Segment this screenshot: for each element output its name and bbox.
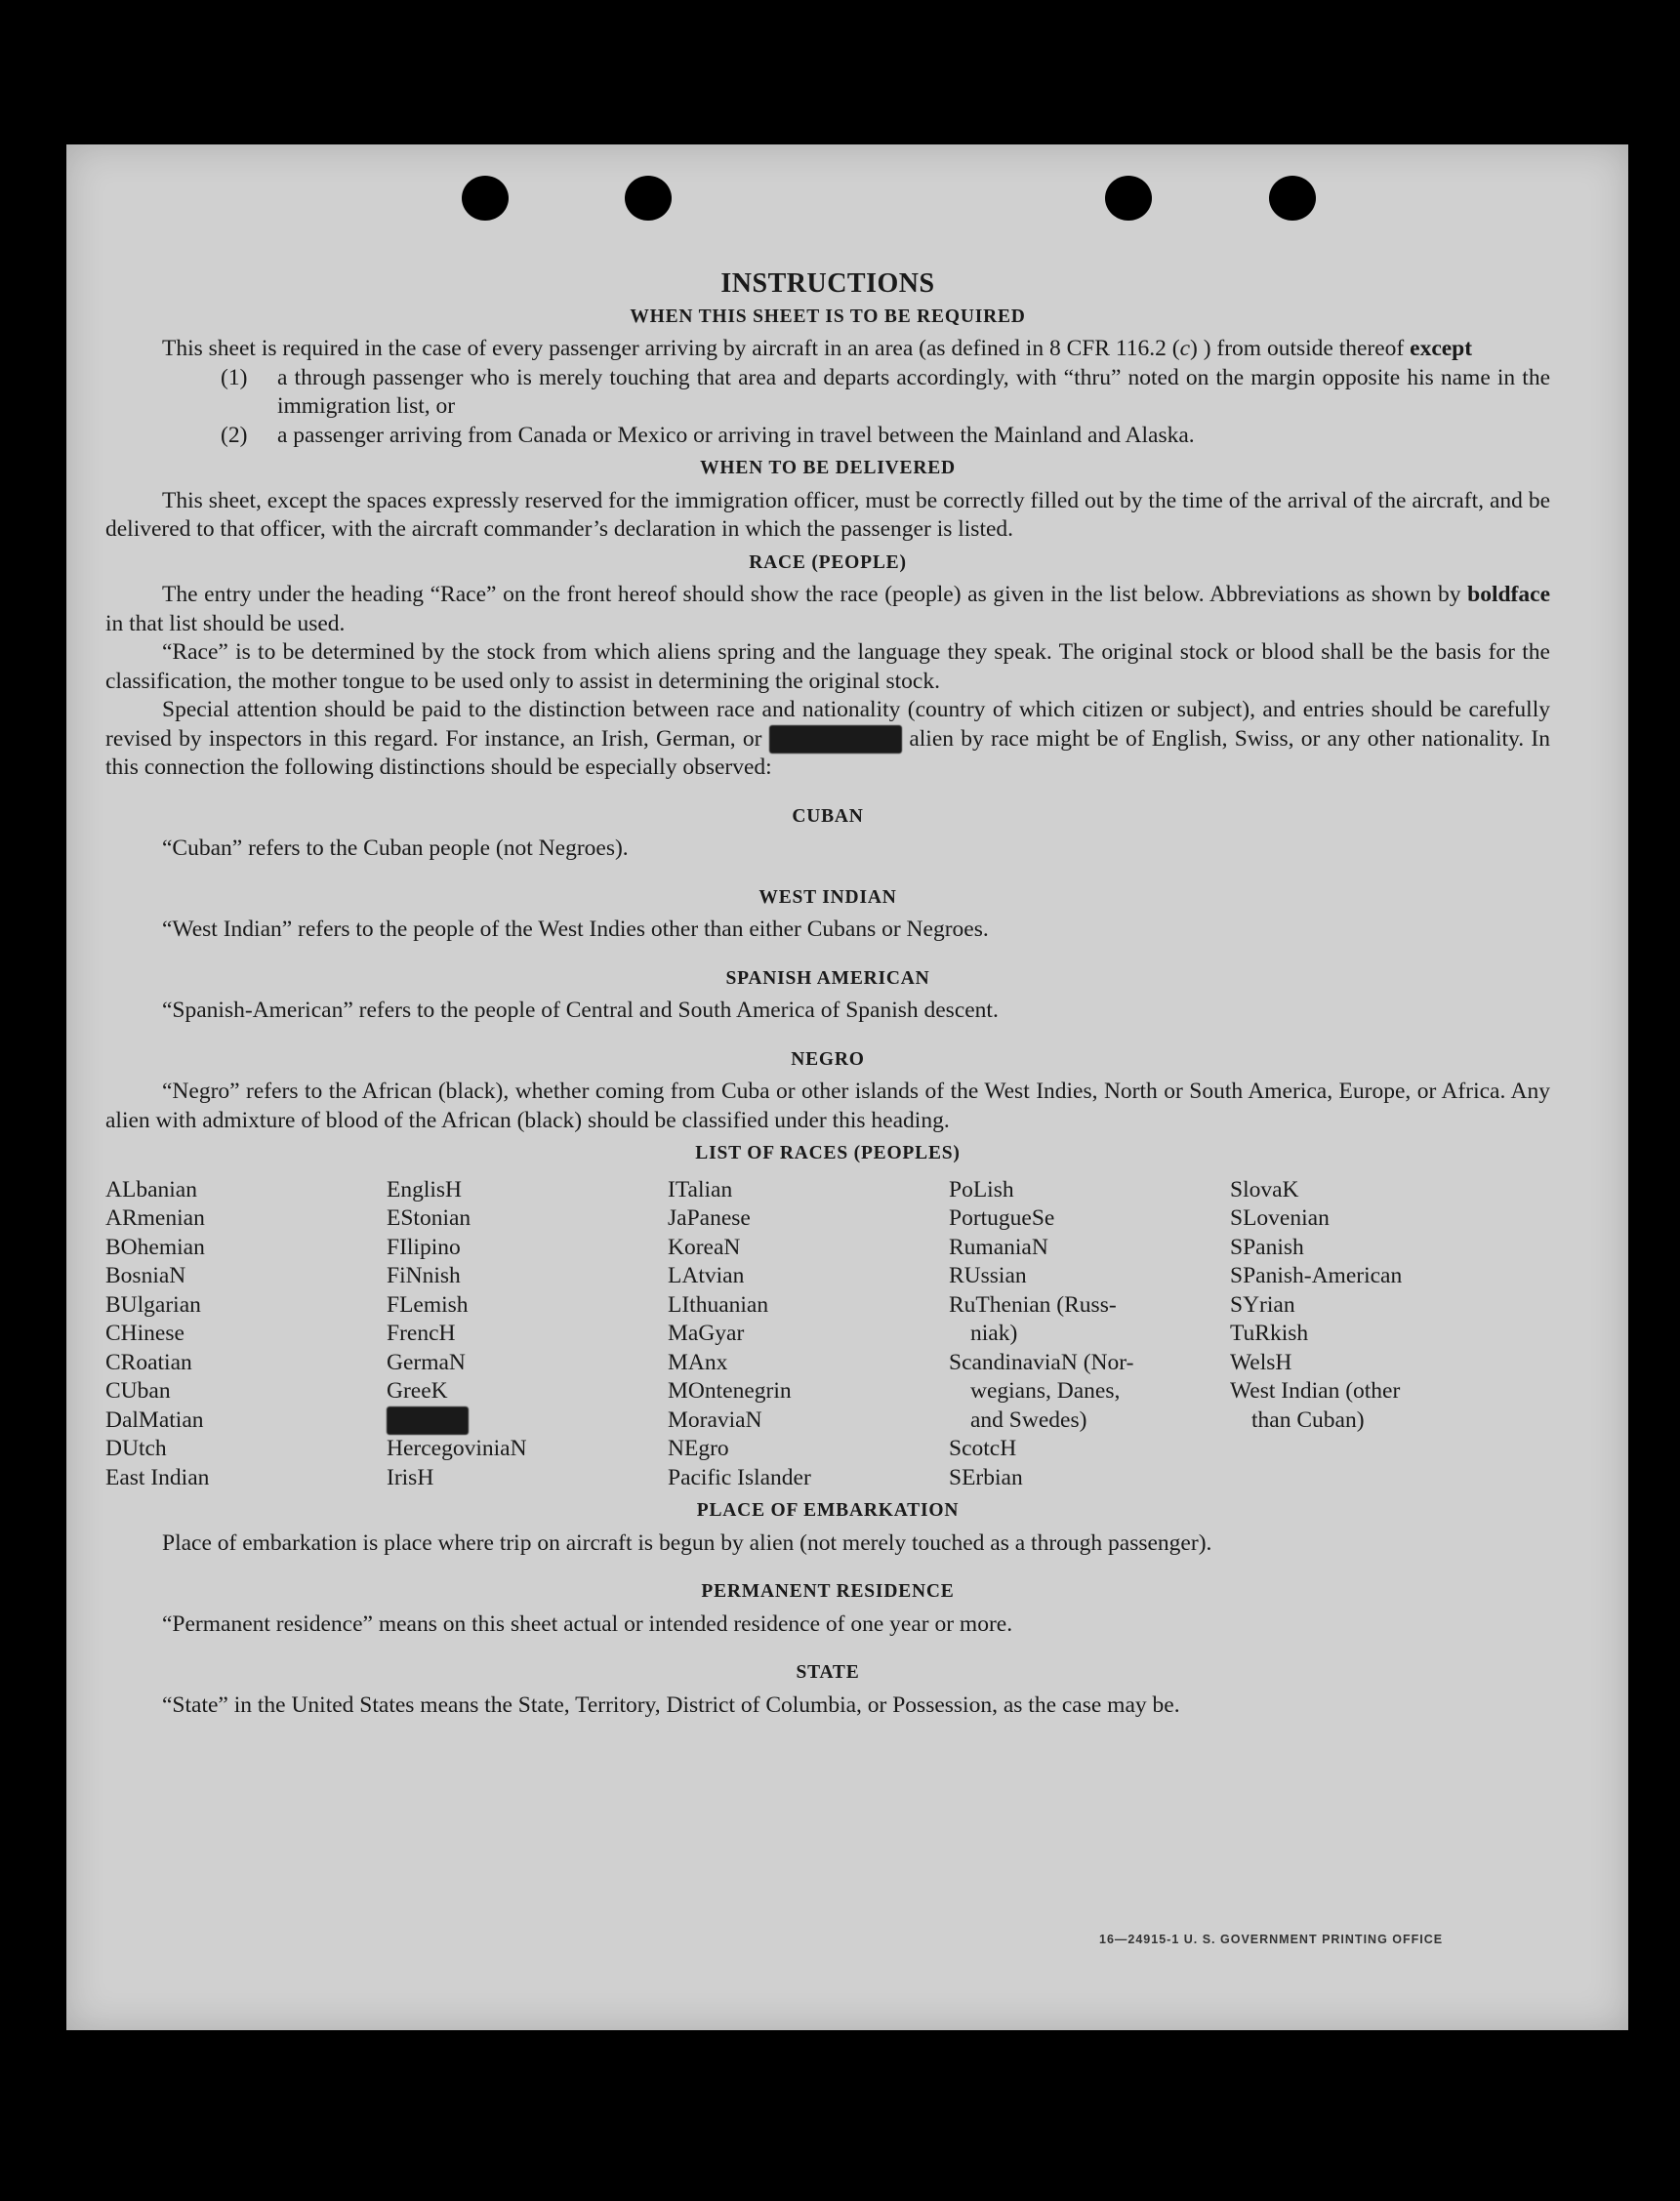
race-entry: FLemish bbox=[387, 1291, 469, 1318]
heading-race: RACE (PEOPLE) bbox=[749, 551, 907, 573]
race-entry: SErbian bbox=[949, 1464, 1023, 1490]
race-entry: TuRkish bbox=[1230, 1321, 1309, 1346]
race-entry: ITalian bbox=[668, 1176, 733, 1202]
redacted-race bbox=[387, 1406, 469, 1436]
race-entry: Pacific Islander bbox=[668, 1464, 811, 1490]
race-entry: GermaN bbox=[387, 1349, 466, 1375]
race-entry: ALbanian bbox=[105, 1176, 197, 1202]
heading-delivered: WHEN TO BE DELIVERED bbox=[700, 458, 956, 478]
race-entry: CUban bbox=[105, 1378, 171, 1404]
punch-hole-3 bbox=[1105, 176, 1152, 221]
west-indian-text: “West Indian” refers to the people of the West Indies other than either Cubans or Negroes. bbox=[162, 917, 989, 942]
race-entry: IrisH bbox=[387, 1464, 434, 1490]
race-p1-bold: boldface bbox=[1467, 582, 1550, 607]
race-entry: PoLish bbox=[949, 1176, 1014, 1202]
race-entry: RuThenian (Russ- bbox=[949, 1291, 1117, 1318]
race-entry: MAnx bbox=[668, 1349, 728, 1375]
race-p3-b: alien by race might be of English, Swiss, or any other nationality. In this connection the following distinctions should be especially observed: bbox=[105, 725, 1550, 780]
race-entry: PortugueSe bbox=[949, 1205, 1055, 1231]
race-entry: West Indian (other bbox=[1230, 1378, 1401, 1404]
race-entry: NEgro bbox=[668, 1436, 729, 1461]
race-entry: SlovaK bbox=[1230, 1176, 1299, 1202]
race-entry: East Indian bbox=[105, 1464, 210, 1490]
heading-spanish-american: SPANISH AMERICAN bbox=[725, 967, 930, 989]
race-entry: CHinese bbox=[105, 1321, 184, 1346]
race-entry: SYrian bbox=[1230, 1291, 1295, 1318]
race-entry: GreeK bbox=[387, 1378, 448, 1404]
race-entry: FrencH bbox=[387, 1321, 456, 1346]
race-entry: ScotcH bbox=[949, 1436, 1017, 1461]
state-text: “State” in the United States means the State, Territory, District of Columbia, or Possession, as the case may be. bbox=[162, 1692, 1180, 1718]
race-entry: EStonian bbox=[387, 1205, 471, 1231]
race-paragraph-1 bbox=[105, 581, 1550, 638]
cuban-text: “Cuban” refers to the Cuban people (not Negroes). bbox=[162, 836, 629, 861]
race-entry: FIlipino bbox=[387, 1234, 461, 1260]
printer-footer: 16—24915-1 U. S. GOVERNMENT PRINTING OFFICE bbox=[1099, 1933, 1444, 1946]
race-entry: WelsH bbox=[1230, 1349, 1292, 1375]
required-item-2 bbox=[221, 422, 1550, 451]
item-1-number: (1) bbox=[221, 364, 248, 390]
races-column-5 bbox=[1230, 1176, 1511, 1493]
redacted-word bbox=[769, 725, 902, 754]
page-title: INSTRUCTIONS bbox=[720, 268, 935, 299]
punch-hole-2 bbox=[625, 176, 672, 221]
race-entry-continued: niak) bbox=[970, 1321, 1018, 1346]
heading-west-indian: WEST INDIAN bbox=[758, 886, 897, 908]
races-column-1 bbox=[105, 1176, 387, 1493]
race-paragraph-3 bbox=[105, 696, 1550, 783]
race-p1-b: in that list should be used. bbox=[105, 610, 346, 636]
negro-text: “Negro” refers to the African (black), whether coming from Cuba or other islands of the West Indies, North or South America, Europe, or Africa. Any alien with admixture of blood of the African (black) should be classified under this heading. bbox=[105, 1079, 1550, 1133]
race-paragraph-2: “Race” is to be determined by the stock from which aliens spring and the language they speak. The original stock or blood shall be the basis for the classification, the mother tongue to be used only to assist in determining the original stock. bbox=[105, 639, 1550, 694]
race-entry: HercegoviniaN bbox=[387, 1436, 527, 1461]
race-entry: CRoatian bbox=[105, 1349, 192, 1375]
intro-text-a: This sheet is required in the case of every passenger arriving by aircraft in an area (as defined in 8 CFR 116.2 ( bbox=[162, 336, 1180, 361]
intro-text-c: c bbox=[1179, 336, 1190, 361]
races-column-4 bbox=[949, 1176, 1230, 1493]
race-entry: KoreaN bbox=[668, 1234, 741, 1260]
document-sheet bbox=[66, 144, 1628, 2030]
race-entry-continued: and Swedes) bbox=[970, 1406, 1087, 1433]
punch-hole-4 bbox=[1269, 176, 1316, 221]
race-entry-continued: than Cuban) bbox=[1251, 1406, 1365, 1433]
races-column-3 bbox=[668, 1176, 949, 1493]
intro-text-b: ) ) from outside thereof bbox=[1190, 336, 1411, 361]
race-entry: DalMatian bbox=[105, 1406, 204, 1433]
delivered-text: This sheet, except the spaces expressly reserved for the immigration officer, must be correctly filled out by the time of the arrival of the aircraft, and be delivered to that officer, with the aircraft commander’s declaration in which the passenger is listed. bbox=[105, 487, 1550, 542]
heading-embarkation: PLACE OF EMBARKATION bbox=[696, 1500, 960, 1521]
race-entry: MoraviaN bbox=[668, 1406, 762, 1433]
spanish-american-text: “Spanish-American” refers to the people of Central and South America of Spanish descent. bbox=[162, 998, 999, 1023]
race-entry: EnglisH bbox=[387, 1176, 463, 1202]
race-entry: BUlgarian bbox=[105, 1291, 201, 1318]
race-p3-a: Special attention should be paid to the distinction between race and nationality (country of which citizen or subject), and entries should be carefully revised by inspectors in this regard. For instance, an Irish, German, or bbox=[105, 697, 1550, 752]
punch-hole-1 bbox=[462, 176, 509, 221]
race-entry: LIthuanian bbox=[668, 1291, 769, 1318]
race-entry: SPanish-American bbox=[1230, 1263, 1403, 1288]
race-entry: SLovenian bbox=[1230, 1205, 1330, 1231]
races-column-2 bbox=[387, 1176, 668, 1493]
races-list bbox=[105, 1176, 1550, 1493]
intro-except: except bbox=[1410, 336, 1473, 361]
heading-state: STATE bbox=[796, 1662, 860, 1683]
heading-list-of-races: LIST OF RACES (PEOPLES) bbox=[695, 1143, 961, 1163]
race-entry-redacted bbox=[387, 1406, 668, 1436]
race-entry: ARmenian bbox=[105, 1205, 205, 1231]
heading-cuban: CUBAN bbox=[792, 805, 864, 827]
race-p1-a: The entry under the heading “Race” on the front hereof should show the race (people) as given in the list below. Abbreviations as shown by bbox=[162, 582, 1468, 607]
item-1-text: a through passenger who is merely touching that area and departs accordingly, with “thru” noted on the margin opposite his name in the immigration list, or bbox=[277, 364, 1550, 419]
item-2-number: (2) bbox=[221, 422, 248, 448]
race-entry: RUssian bbox=[949, 1263, 1027, 1288]
embarkation-text: Place of embarkation is place where trip on aircraft is begun by alien (not merely touched as a through passenger). bbox=[162, 1529, 1212, 1556]
required-intro bbox=[105, 335, 1550, 364]
race-entry: BosniaN bbox=[105, 1263, 186, 1288]
heading-negro: NEGRO bbox=[791, 1048, 865, 1070]
residence-text: “Permanent residence” means on this sheet actual or intended residence of one year or more. bbox=[162, 1610, 1013, 1637]
race-entry: BOhemian bbox=[105, 1234, 205, 1260]
required-item-1 bbox=[221, 364, 1550, 422]
race-entry: FiNnish bbox=[387, 1263, 461, 1288]
race-entry: MOntenegrin bbox=[668, 1378, 792, 1404]
race-entry: ScandinaviaN (Nor- bbox=[949, 1349, 1134, 1375]
instructions-content bbox=[105, 269, 1550, 1720]
heading-residence: PERMANENT RESIDENCE bbox=[701, 1581, 955, 1602]
item-2-text: a passenger arriving from Canada or Mexico or arriving in travel between the Mainland and Alaska. bbox=[277, 422, 1195, 448]
race-entry: DUtch bbox=[105, 1436, 167, 1461]
race-entry: RumaniaN bbox=[949, 1234, 1048, 1260]
race-entry: JaPanese bbox=[668, 1205, 751, 1231]
race-entry: SPanish bbox=[1230, 1234, 1304, 1260]
race-entry: LAtvian bbox=[668, 1263, 745, 1288]
heading-required: WHEN THIS SHEET IS TO BE REQUIRED bbox=[630, 306, 1026, 327]
race-entry-continued: wegians, Danes, bbox=[970, 1378, 1121, 1404]
race-entry: MaGyar bbox=[668, 1321, 745, 1346]
